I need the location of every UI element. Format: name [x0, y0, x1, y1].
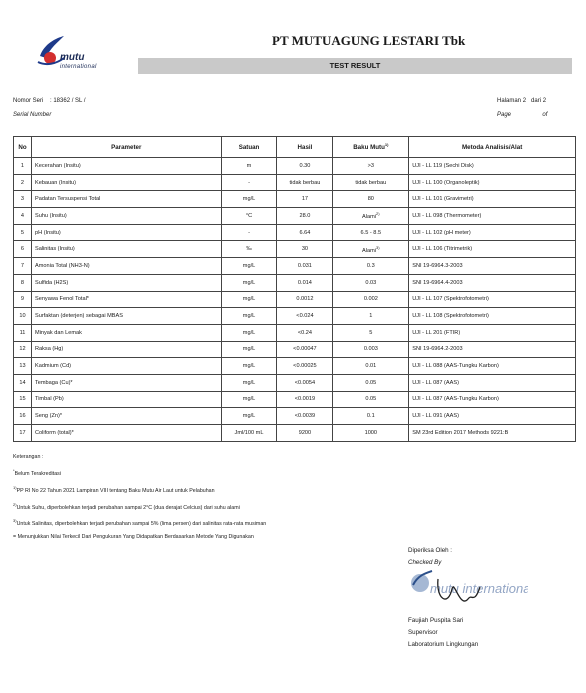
cell-no: 1	[14, 158, 32, 175]
cell-no: 8	[14, 274, 32, 291]
cell-no: 3	[14, 191, 32, 208]
cell-unit: mg/L	[221, 374, 277, 391]
cell-parameter: Timbal (Pb)	[31, 391, 221, 408]
halaman-number: 2	[522, 98, 527, 104]
note-item: = Menunjukkan Nilai Terkecil Dari Pengukuran Yang Didapatkan Berdasarkan Metode Yang Digunakan	[13, 534, 254, 541]
table-header-row	[14, 137, 576, 158]
table-row	[14, 291, 576, 308]
cell-no: 4	[14, 208, 32, 225]
cell-no: 2	[14, 174, 32, 191]
checked-by-label: Diperiksa Oleh :	[408, 547, 453, 554]
table-row	[14, 158, 576, 175]
cell-parameter: Tembaga (Cu)*	[31, 374, 221, 391]
cell-standard: 0.1	[333, 408, 409, 425]
halaman-label: Halaman	[497, 98, 522, 104]
cell-standard: 0.03	[333, 274, 409, 291]
cell-parameter: Seng (Zn)*	[31, 408, 221, 425]
dari-label: dari	[531, 98, 542, 104]
cell-no: 17	[14, 425, 32, 442]
page-number-line	[497, 98, 546, 104]
cell-no: 7	[14, 258, 32, 275]
cell-standard: 0.05	[333, 374, 409, 391]
dari-number: 2	[542, 98, 547, 104]
cell-result: 6.64	[277, 224, 333, 241]
cell-unit: mg/L	[221, 324, 277, 341]
cell-parameter: Kebauan (Insitu)	[31, 174, 221, 191]
table-row	[14, 274, 576, 291]
cell-parameter: Kadmium (Cd)	[31, 358, 221, 375]
cell-parameter: Amonia Total (NH3-N)	[31, 258, 221, 275]
cell-unit: ‰	[221, 241, 277, 258]
cell-method: UJI - LL 201 (FTIR)	[409, 324, 576, 341]
cell-standard: 5	[333, 324, 409, 341]
col-header-unit: Satuan	[221, 137, 277, 158]
cell-method: UJI - LL 108 (Spektrofotometri)	[409, 308, 576, 325]
logo-subtext: international	[60, 64, 97, 70]
cell-method: SM 23rd Edition 2017 Methods 9221:B	[409, 425, 576, 442]
cell-no: 16	[14, 408, 32, 425]
cell-result: 0.031	[277, 258, 333, 275]
table-row	[14, 308, 576, 325]
cell-parameter: Coliform (total)*	[31, 425, 221, 442]
cell-parameter: Kecerahan (Insitu)	[31, 158, 221, 175]
cell-standard: Alami$^{3)}$	[333, 241, 409, 258]
cell-method: UJI - LL 098 (Thermometer)	[409, 208, 576, 225]
logo-word: mutu	[60, 52, 85, 63]
cell-unit: mg/L	[221, 274, 277, 291]
cell-parameter: Salinitas (Insitu)	[31, 241, 221, 258]
table-row	[14, 258, 576, 275]
cell-result: 17	[277, 191, 333, 208]
signer-name: Faujiah Puspita Sari	[408, 617, 464, 624]
col-header-method: Metoda Analisis/Alat	[409, 137, 576, 158]
cell-unit: °C	[221, 208, 277, 225]
cell-method: UJI - LL 106 (Titrimetrik)	[409, 241, 576, 258]
cell-unit: mg/L	[221, 258, 277, 275]
signer-role: Supervisor	[408, 629, 438, 636]
note-item: $^{2)}$Untuk Suhu, diperbolehkan terjadi perubahan sampai 2°C (dua derajat Celcius) dari suhu alami	[13, 501, 240, 511]
cell-standard: 1	[333, 308, 409, 325]
cell-unit: Jml/100 mL	[221, 425, 277, 442]
cell-parameter: Suhu (Insitu)	[31, 208, 221, 225]
cell-standard: 1000	[333, 425, 409, 442]
cell-parameter: Raksa (Hg)	[31, 341, 221, 358]
cell-parameter: pH (Insitu)	[31, 224, 221, 241]
stamp-signature	[408, 569, 528, 615]
cell-no: 13	[14, 358, 32, 375]
cell-standard: 0.002	[333, 291, 409, 308]
serial-number-line	[13, 98, 86, 104]
cell-no: 6	[14, 241, 32, 258]
cell-parameter: Surfaktan (deterjen) sebagai MBAS	[31, 308, 221, 325]
cell-result: 9200	[277, 425, 333, 442]
cell-unit: mg/L	[221, 291, 277, 308]
cell-result: <0.024	[277, 308, 333, 325]
note-item: $^{1)}$PP RI No 22 Tahun 2021 Lampiran VIII tentang Baku Mutu Air Laut untuk Pelabuhan	[13, 484, 215, 494]
cell-method: UJI - LL 119 (Sechi Disk)	[409, 158, 576, 175]
cell-result: <0.24	[277, 324, 333, 341]
cell-no: 15	[14, 391, 32, 408]
table-row	[14, 391, 576, 408]
cell-method: UJI - LL 101 (Gravimetri)	[409, 191, 576, 208]
cell-parameter: Minyak dan Lemak	[31, 324, 221, 341]
document-title: TEST RESULT	[138, 58, 572, 74]
cell-unit: -	[221, 224, 277, 241]
cell-method: UJI - LL 087 (AAS)	[409, 374, 576, 391]
cell-method: SNI 19-6964.2-2003	[409, 341, 576, 358]
cell-result: 0.0012	[277, 291, 333, 308]
stamp-logo-icon	[408, 569, 528, 615]
cell-standard: 6.5 - 8.5	[333, 224, 409, 241]
cell-standard: 0.3	[333, 258, 409, 275]
cell-method: SNI 19-6964.3-2003	[409, 258, 576, 275]
note-item: *Belum Terakreditasi	[13, 468, 61, 477]
cell-no: 14	[14, 374, 32, 391]
nomor-label: Nomor Seri	[13, 98, 44, 104]
page-label: Page	[497, 112, 512, 118]
cell-standard: >3	[333, 158, 409, 175]
cell-result: <0.0019	[277, 391, 333, 408]
cell-no: 5	[14, 224, 32, 241]
cell-parameter: Padatan Tersuspensi Total	[31, 191, 221, 208]
cell-no: 12	[14, 341, 32, 358]
table-row	[14, 425, 576, 442]
notes-section	[13, 451, 266, 544]
cell-standard: tidak berbau	[333, 174, 409, 191]
cell-result: 30	[277, 241, 333, 258]
results-table	[13, 136, 576, 442]
notes-title: Keterangan :	[13, 454, 44, 460]
cell-result: 0.014	[277, 274, 333, 291]
cell-result: <0.00047	[277, 341, 333, 358]
cell-result: <0.00025	[277, 358, 333, 375]
cell-unit: mg/L	[221, 308, 277, 325]
table-row	[14, 224, 576, 241]
table-row	[14, 374, 576, 391]
table-row	[14, 341, 576, 358]
cell-standard: 80	[333, 191, 409, 208]
cell-method: UJI - LL 107 (Spektrofotometri)	[409, 291, 576, 308]
col-header-no: No	[14, 137, 32, 158]
cell-unit: mg/L	[221, 191, 277, 208]
cell-result: 0.30	[277, 158, 333, 175]
checked-by-en: Checked By	[408, 559, 442, 566]
table-row	[14, 191, 576, 208]
company-logo	[36, 34, 126, 76]
cell-unit: mg/L	[221, 341, 277, 358]
cell-method: UJI - LL 087 (AAS-Tungku Karbon)	[409, 391, 576, 408]
cell-parameter: Senyawa Fenol Total*	[31, 291, 221, 308]
cell-method: UJI - LL 100 (Organoleptik)	[409, 174, 576, 191]
cell-parameter: Sulfida (H2S)	[31, 274, 221, 291]
nomor-value: : 18362 / SL /	[50, 98, 86, 104]
cell-unit: mg/L	[221, 391, 277, 408]
col-header-standard: Baku Mutu$^{1)}$	[333, 137, 409, 158]
cell-unit: m	[221, 158, 277, 175]
table-row	[14, 174, 576, 191]
cell-unit: -	[221, 174, 277, 191]
page-label-en	[497, 112, 547, 118]
cell-unit: mg/L	[221, 408, 277, 425]
table-row	[14, 208, 576, 225]
cell-standard: 0.05	[333, 391, 409, 408]
cell-result: <0.0054	[277, 374, 333, 391]
cell-no: 9	[14, 291, 32, 308]
serial-label-en: Serial Number	[13, 112, 52, 118]
cell-unit: mg/L	[221, 358, 277, 375]
cell-standard: Alami$^{2)}$	[333, 208, 409, 225]
cell-standard: 0.01	[333, 358, 409, 375]
cell-method: UJI - LL 088 (AAS-Tungku Karbon)	[409, 358, 576, 375]
of-label: of	[542, 112, 548, 118]
table-row	[14, 408, 576, 425]
cell-no: 10	[14, 308, 32, 325]
cell-method: SNI 19-6964.4-2003	[409, 274, 576, 291]
col-header-result: Hasil	[277, 137, 333, 158]
table-row	[14, 358, 576, 375]
cell-method: UJI - LL 091 (AAS)	[409, 408, 576, 425]
note-item: $^{3)}$Untuk Salinitas, diperbolehkan terjadi perubahan sampai 5% (lima persen) dari salinitas rata-rata musiman	[13, 518, 267, 528]
table-row	[14, 324, 576, 341]
signer-dept: Laboratorium Lingkungan	[408, 641, 479, 648]
cell-result: tidak berbau	[277, 174, 333, 191]
cell-method: UJI - LL 102 (pH meter)	[409, 224, 576, 241]
col-header-parameter: Parameter	[31, 137, 221, 158]
cell-no: 11	[14, 324, 32, 341]
table-row	[14, 241, 576, 258]
stamp-text: mutu international	[430, 581, 528, 596]
company-name: PT MUTUAGUNG LESTARI Tbk	[272, 33, 466, 48]
cell-standard: 0.003	[333, 341, 409, 358]
cell-result: 28.0	[277, 208, 333, 225]
signature-block	[408, 545, 528, 651]
cell-result: <0.0039	[277, 408, 333, 425]
